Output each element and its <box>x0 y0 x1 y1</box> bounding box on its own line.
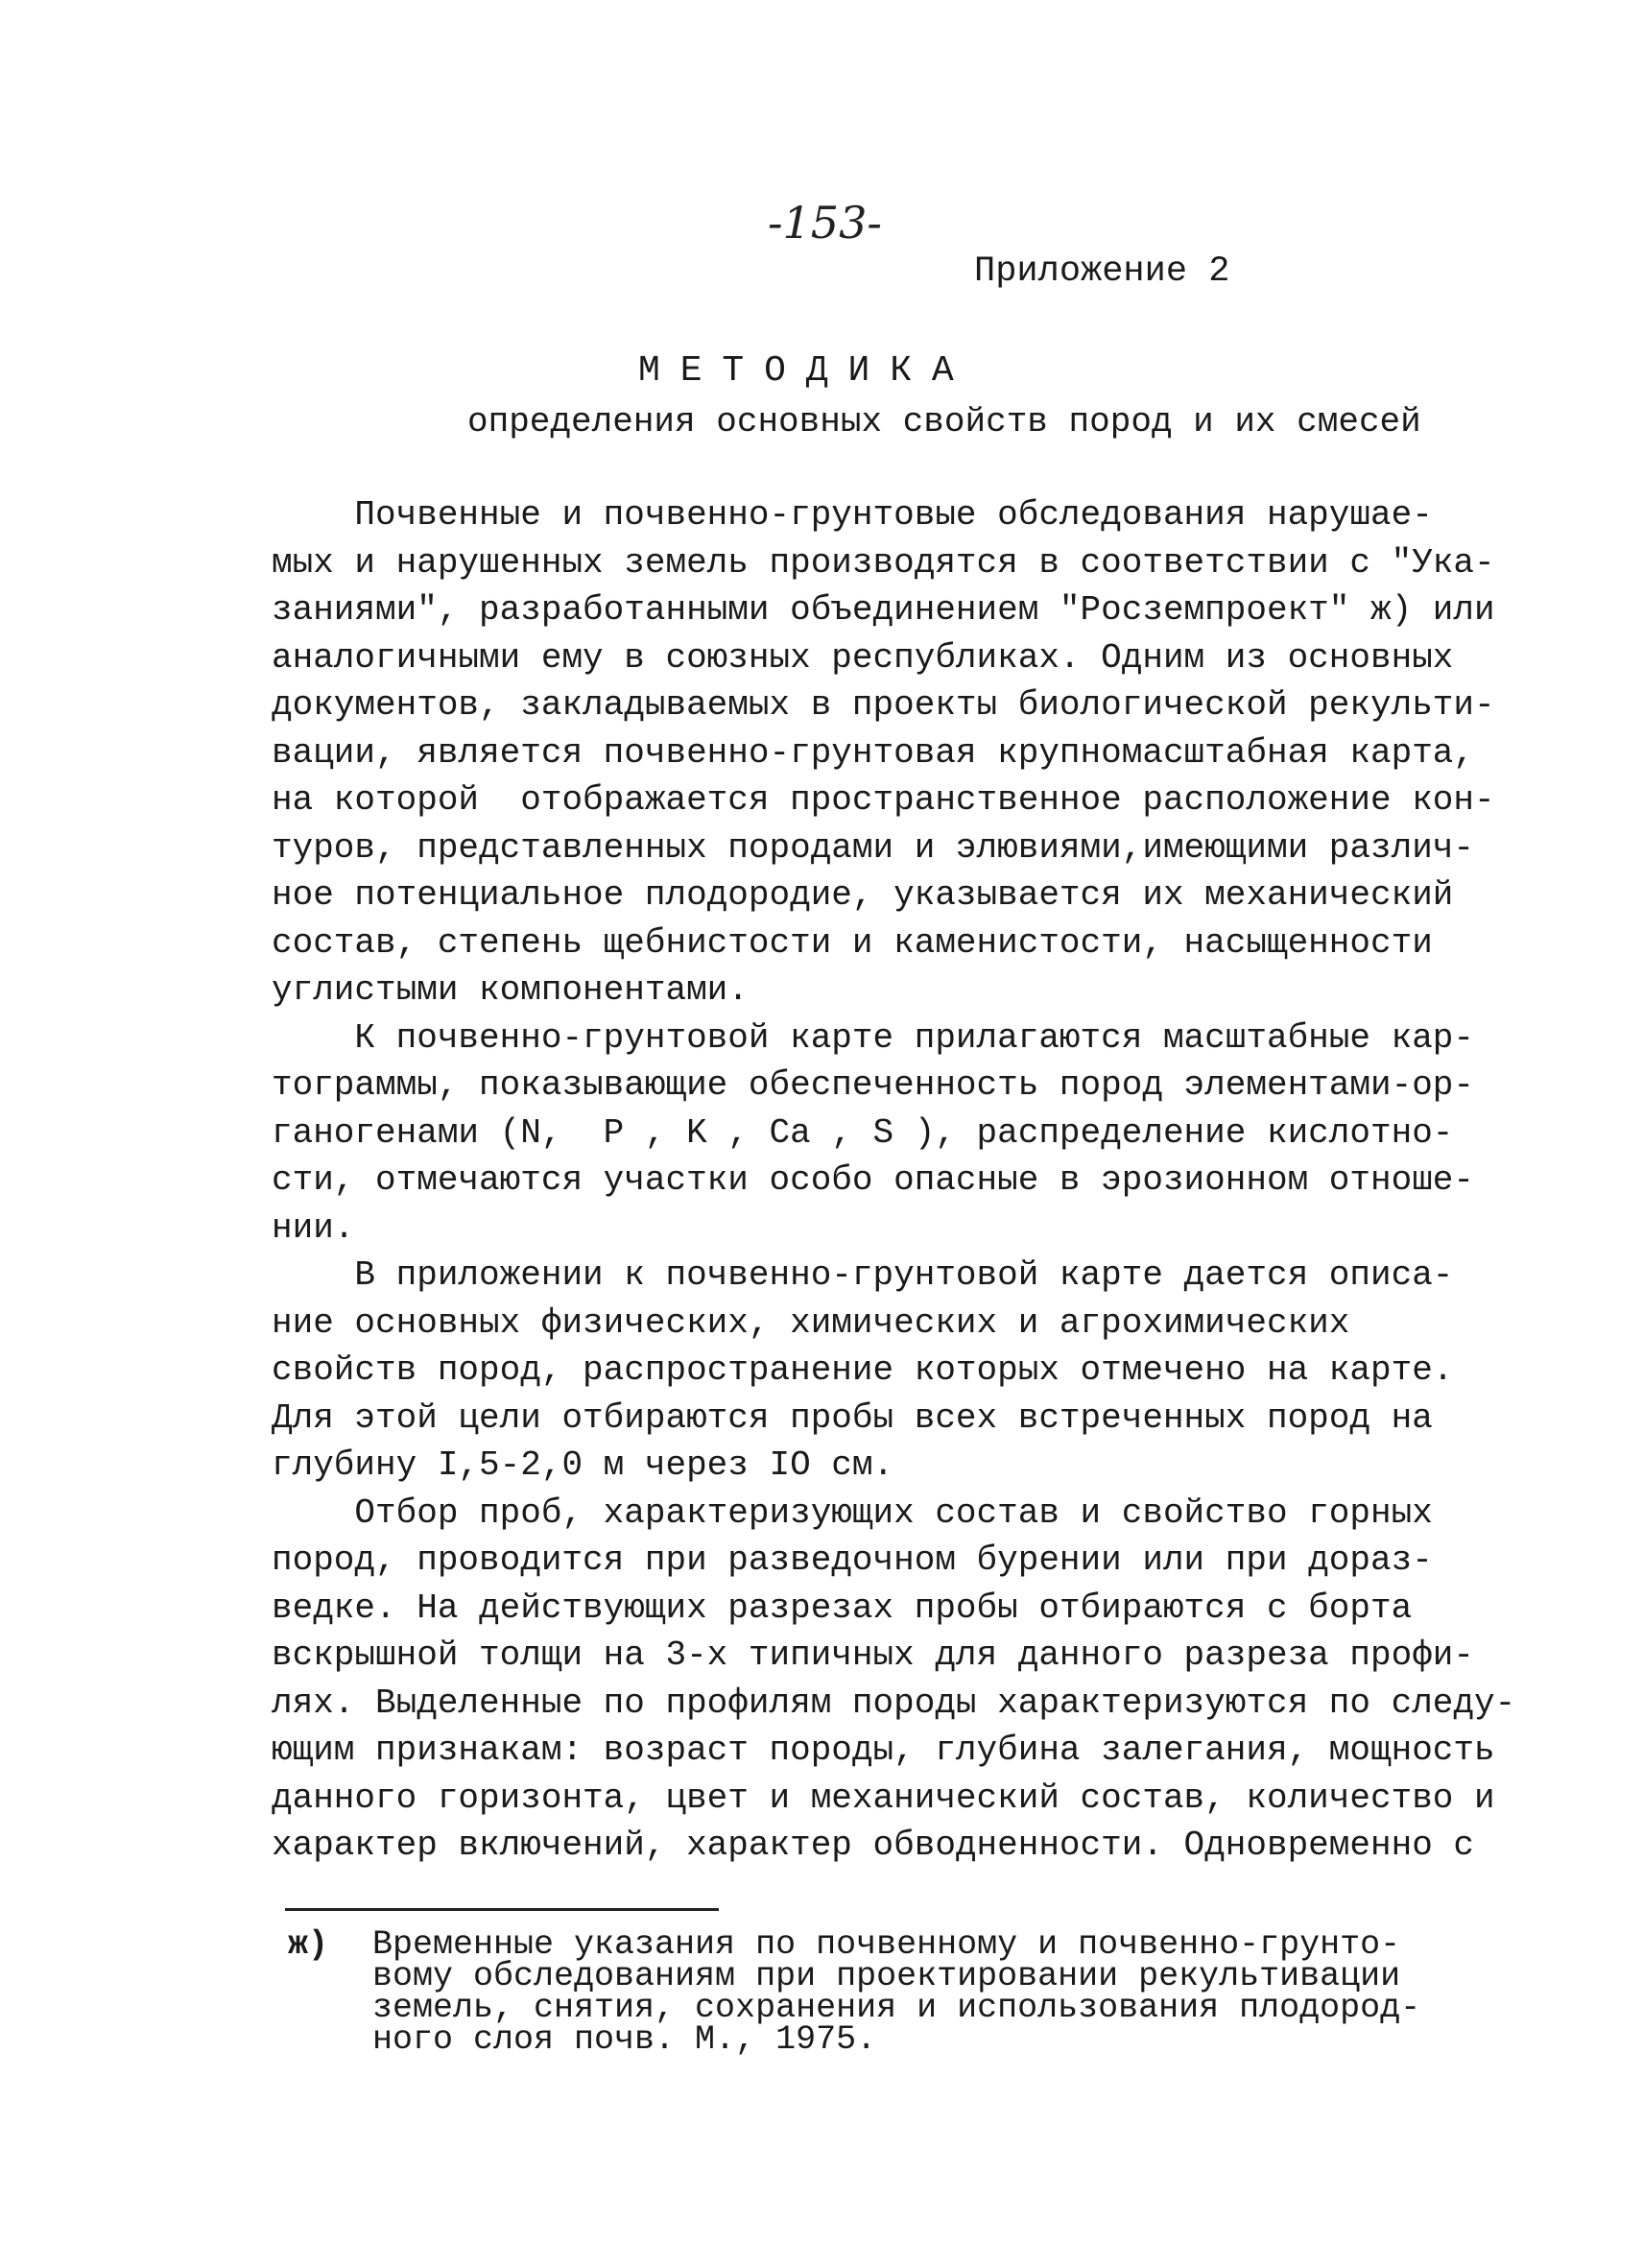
footnote-divider <box>285 1908 719 1911</box>
body-line: ное потенциальное плодородие, указывается их механический <box>272 875 1454 915</box>
body-line: тограммы, показывающие обеспеченность пород элементами-ор- <box>272 1065 1475 1105</box>
body-line: глубину I,5-2,0 м через IO см. <box>272 1445 894 1485</box>
footnote <box>372 1925 1438 2059</box>
body-line: ющим признакам: возраст породы, глубина залегания, мощность <box>272 1731 1495 1770</box>
body-line: ведке. На действующих разрезах пробы отбираются с борта <box>272 1588 1413 1628</box>
document-title: МЕТОДИКА <box>638 350 974 392</box>
body-line: ганогенами (N, P , K , Ca , S ), распределение кислотно- <box>272 1112 1454 1153</box>
body-line: аналогичными ему в союзных республиках. Одним из основных <box>272 637 1454 678</box>
body-line: Для этой цели отбираются пробы всех встреченных пород на <box>272 1397 1433 1438</box>
body-line: Почвенные и почвенно-грунтовые обследования нарушае- <box>272 495 1433 535</box>
body-line: документов, закладываемых в проекты биологической рекульти- <box>272 685 1495 725</box>
body-line: лях. Выделенные по профилям породы характеризуются по следу- <box>272 1683 1516 1723</box>
body-line: состав, степень щебнистости и каменистости, насыщенности <box>272 922 1433 963</box>
document-subtitle: определения основных свойств пород и их смесей <box>467 402 1421 442</box>
body-line: нии. <box>272 1207 355 1248</box>
body-text <box>272 491 1516 1870</box>
body-line: углистыми компонентами. <box>272 970 749 1010</box>
body-line: характер включений, характер обводненности. Одновременно с <box>272 1826 1475 1865</box>
body-line: на которой отображается пространственное расположение кон- <box>272 780 1495 820</box>
body-line: туров, представленных породами и элювиями,имеющими различ- <box>272 827 1475 868</box>
body-line: ние основных физических, химических и агрохимических <box>272 1302 1350 1343</box>
footnote-mark: ж) <box>288 1925 329 1964</box>
footnote-line: вому обследованиям при проектировании рекультивации <box>372 1957 1401 1995</box>
body-line: вскрышной толщи на 3-х типичных для данного разреза профи- <box>272 1635 1475 1675</box>
body-line: сти, отмечаются участки особо опасные в эрозионном отноше- <box>272 1160 1475 1200</box>
body-line: свойств пород, распространение которых отмечено на карте. <box>272 1350 1454 1390</box>
page-number: -153- <box>768 197 882 249</box>
body-line: К почвенно-грунтовой карте прилагаются масштабные кар- <box>272 1017 1475 1058</box>
footnote-line: земель, снятия, сохранения и использования плодород- <box>372 1989 1421 2027</box>
body-line: мых и нарушенных земель производятся в соответствии с "Ука- <box>272 542 1495 583</box>
footnote-line: Временные указания по почвенному и почвенно-грунто- <box>372 1925 1401 1964</box>
body-line: заниями", разработанными объединением "Росземпроект" ж) или <box>272 590 1495 630</box>
footnote-line: ного слоя почв. М., 1975. <box>372 2020 877 2059</box>
body-line: пород, проводится при разведочном бурении или при дораз- <box>272 1540 1433 1580</box>
body-line: В приложении к почвенно-грунтовой карте дается описа- <box>272 1255 1454 1295</box>
body-line: вации, является почвенно-грунтовая крупномасштабная карта, <box>272 732 1475 773</box>
body-line: Отбор проб, характеризующих состав и свойство горных <box>272 1492 1433 1533</box>
appendix-label: Приложение 2 <box>974 251 1230 292</box>
body-line: данного горизонта, цвет и механический состав, количество и <box>272 1778 1495 1818</box>
